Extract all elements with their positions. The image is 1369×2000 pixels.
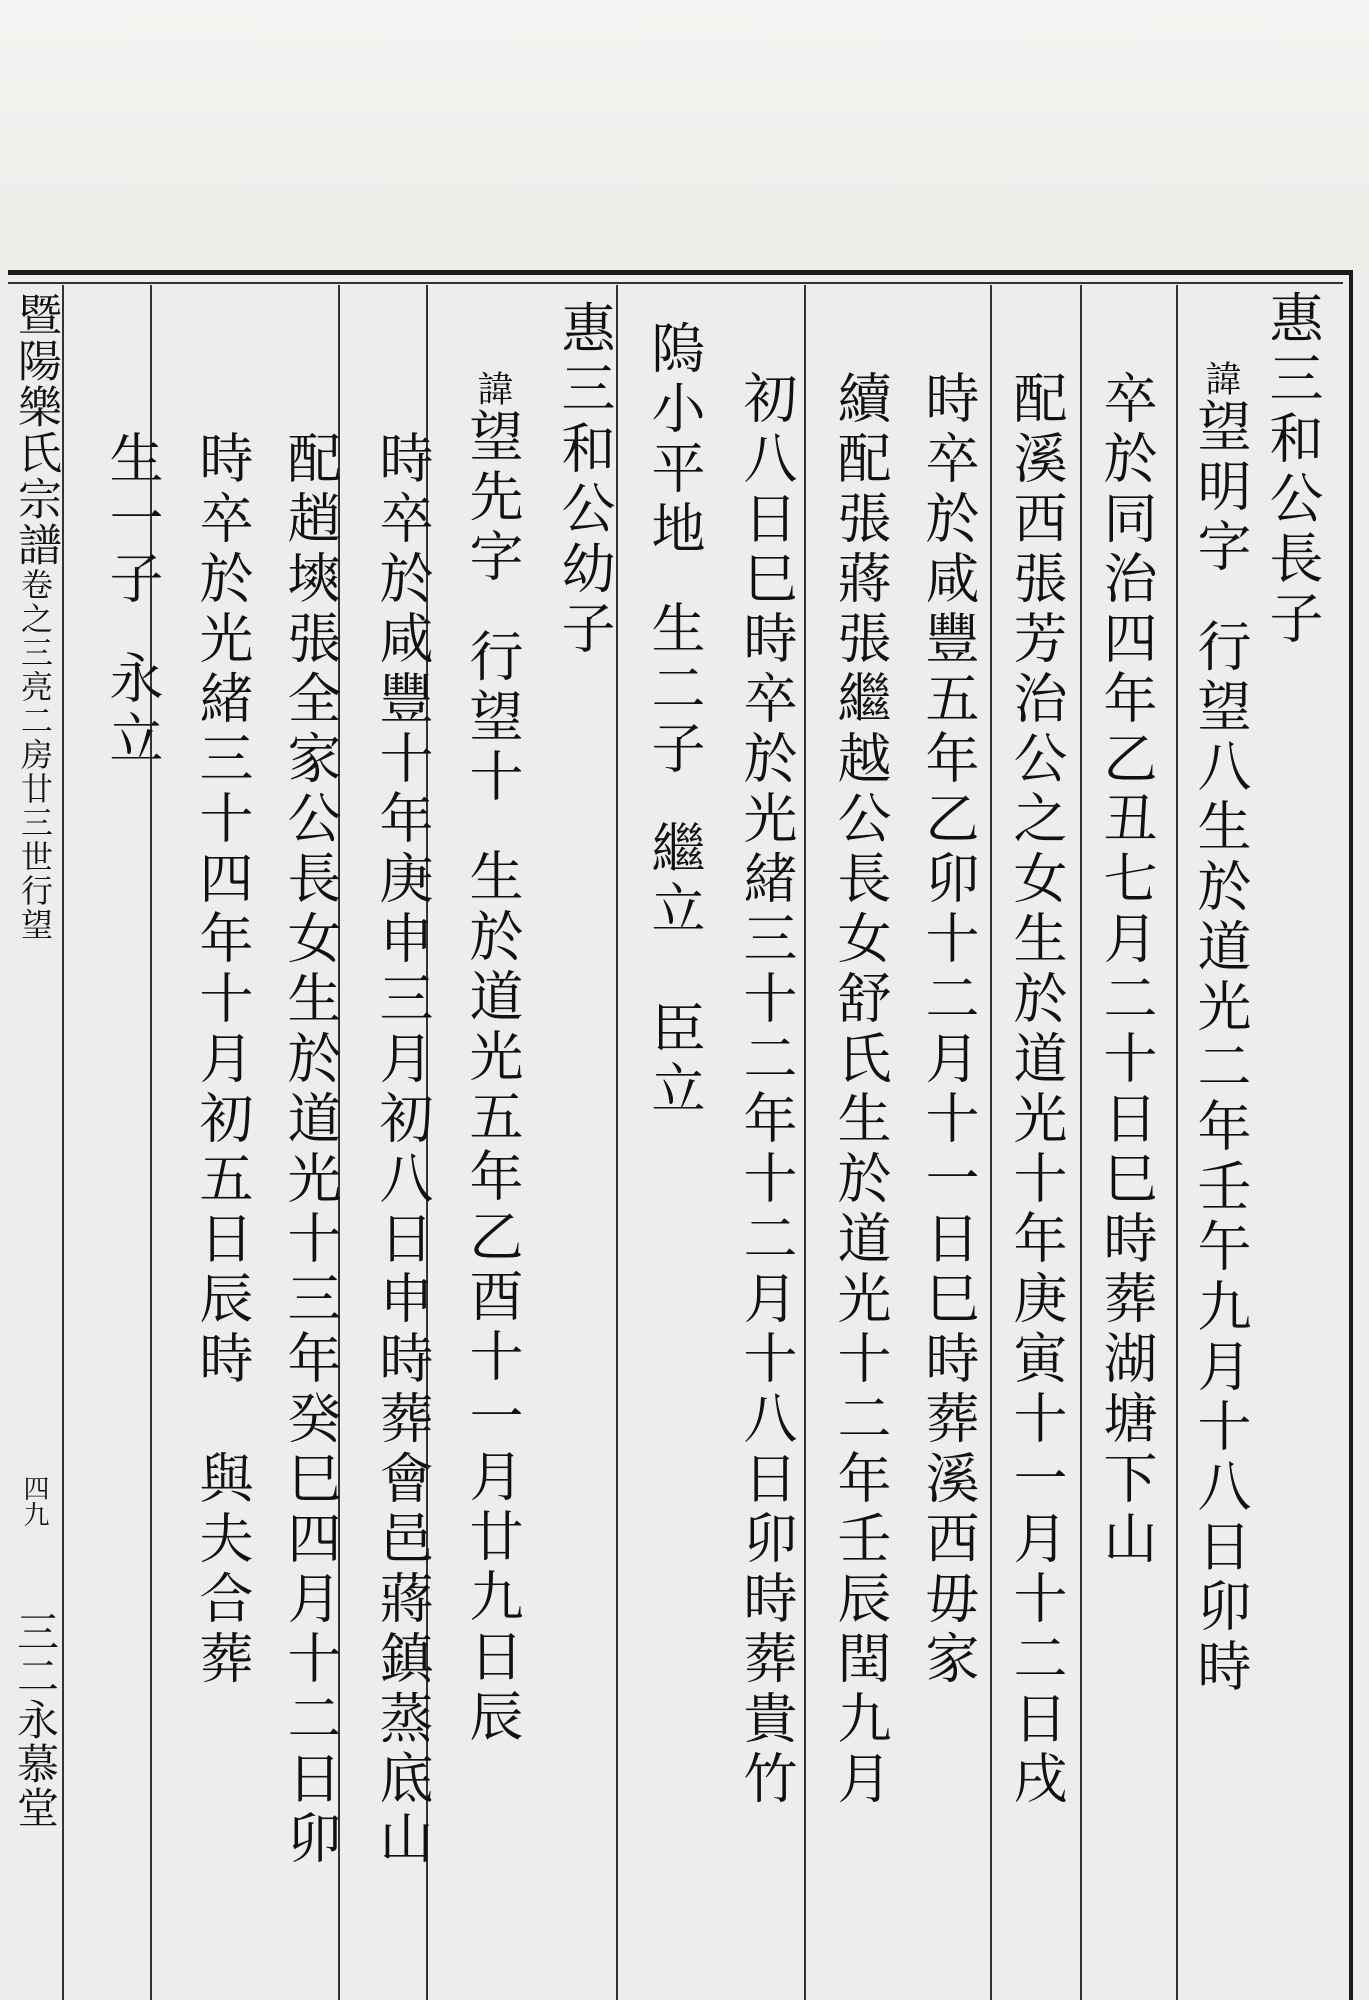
text-column-6: 續配張蔣張繼越公長女舒氏生於道光十二年壬辰閏九月 — [829, 370, 892, 1810]
hall-name: 三二永慕堂 — [11, 1610, 60, 1830]
branch-info: 亮二房廿三世行望 — [16, 670, 54, 942]
text-column-13: 時卒於光緒三十四年十月初五日辰時 與夫合葬 — [191, 430, 254, 1690]
text-column-5: 時卒於咸豐五年乙卯十二月十一日巳時葬溪西毋家 — [917, 370, 980, 1690]
frame-inner-rule — [8, 282, 1343, 284]
volume-label: 卷之三 — [16, 568, 54, 670]
text-column-1: 惠三和公長子 — [1261, 290, 1324, 650]
text-column-12: 配趙塽張全家公長女生於道光十三年癸巳四月十二日卯 — [279, 430, 342, 1870]
page-number: 四九 — [19, 1475, 49, 1527]
book-title: 暨陽樂氏宗譜 — [10, 292, 61, 568]
text-column-2: 諱望明字行望八生於道光二年壬午九月十八日卯時 — [1189, 360, 1252, 1698]
text-column-14: 生一子永立 — [101, 430, 164, 770]
text-column-11: 時卒於咸豐十年庚申三月初八日申時葬會邑蔣鎮蒸底山 — [371, 430, 434, 1870]
text-column-10: 諱望先字行望十生於道光五年乙酉十一月廿九日辰 — [461, 370, 524, 1748]
taboo-name-label: 諱 — [472, 370, 513, 408]
text-column-3: 卒於同治四年乙丑七月二十日巳時葬湖塘下山 — [1095, 370, 1158, 1570]
text-column-7: 初八日巳時卒於光緒三十二年十二月十八日卯時葬貴竹 — [735, 370, 798, 1810]
paper-margin-top — [0, 0, 1369, 268]
text-column-8: 隖小平地生二子繼立 臣立 — [643, 320, 706, 1120]
column-rule — [1080, 285, 1082, 2000]
taboo-name-label: 諱 — [1200, 360, 1241, 398]
column-rule — [990, 285, 992, 2000]
text-column-9: 惠三和公幼子 — [553, 300, 616, 660]
text-column-4: 配溪西張芳治公之女生於道光十年庚寅十一月十二日戌 — [1005, 370, 1068, 1810]
margin-header — [10, 292, 60, 942]
